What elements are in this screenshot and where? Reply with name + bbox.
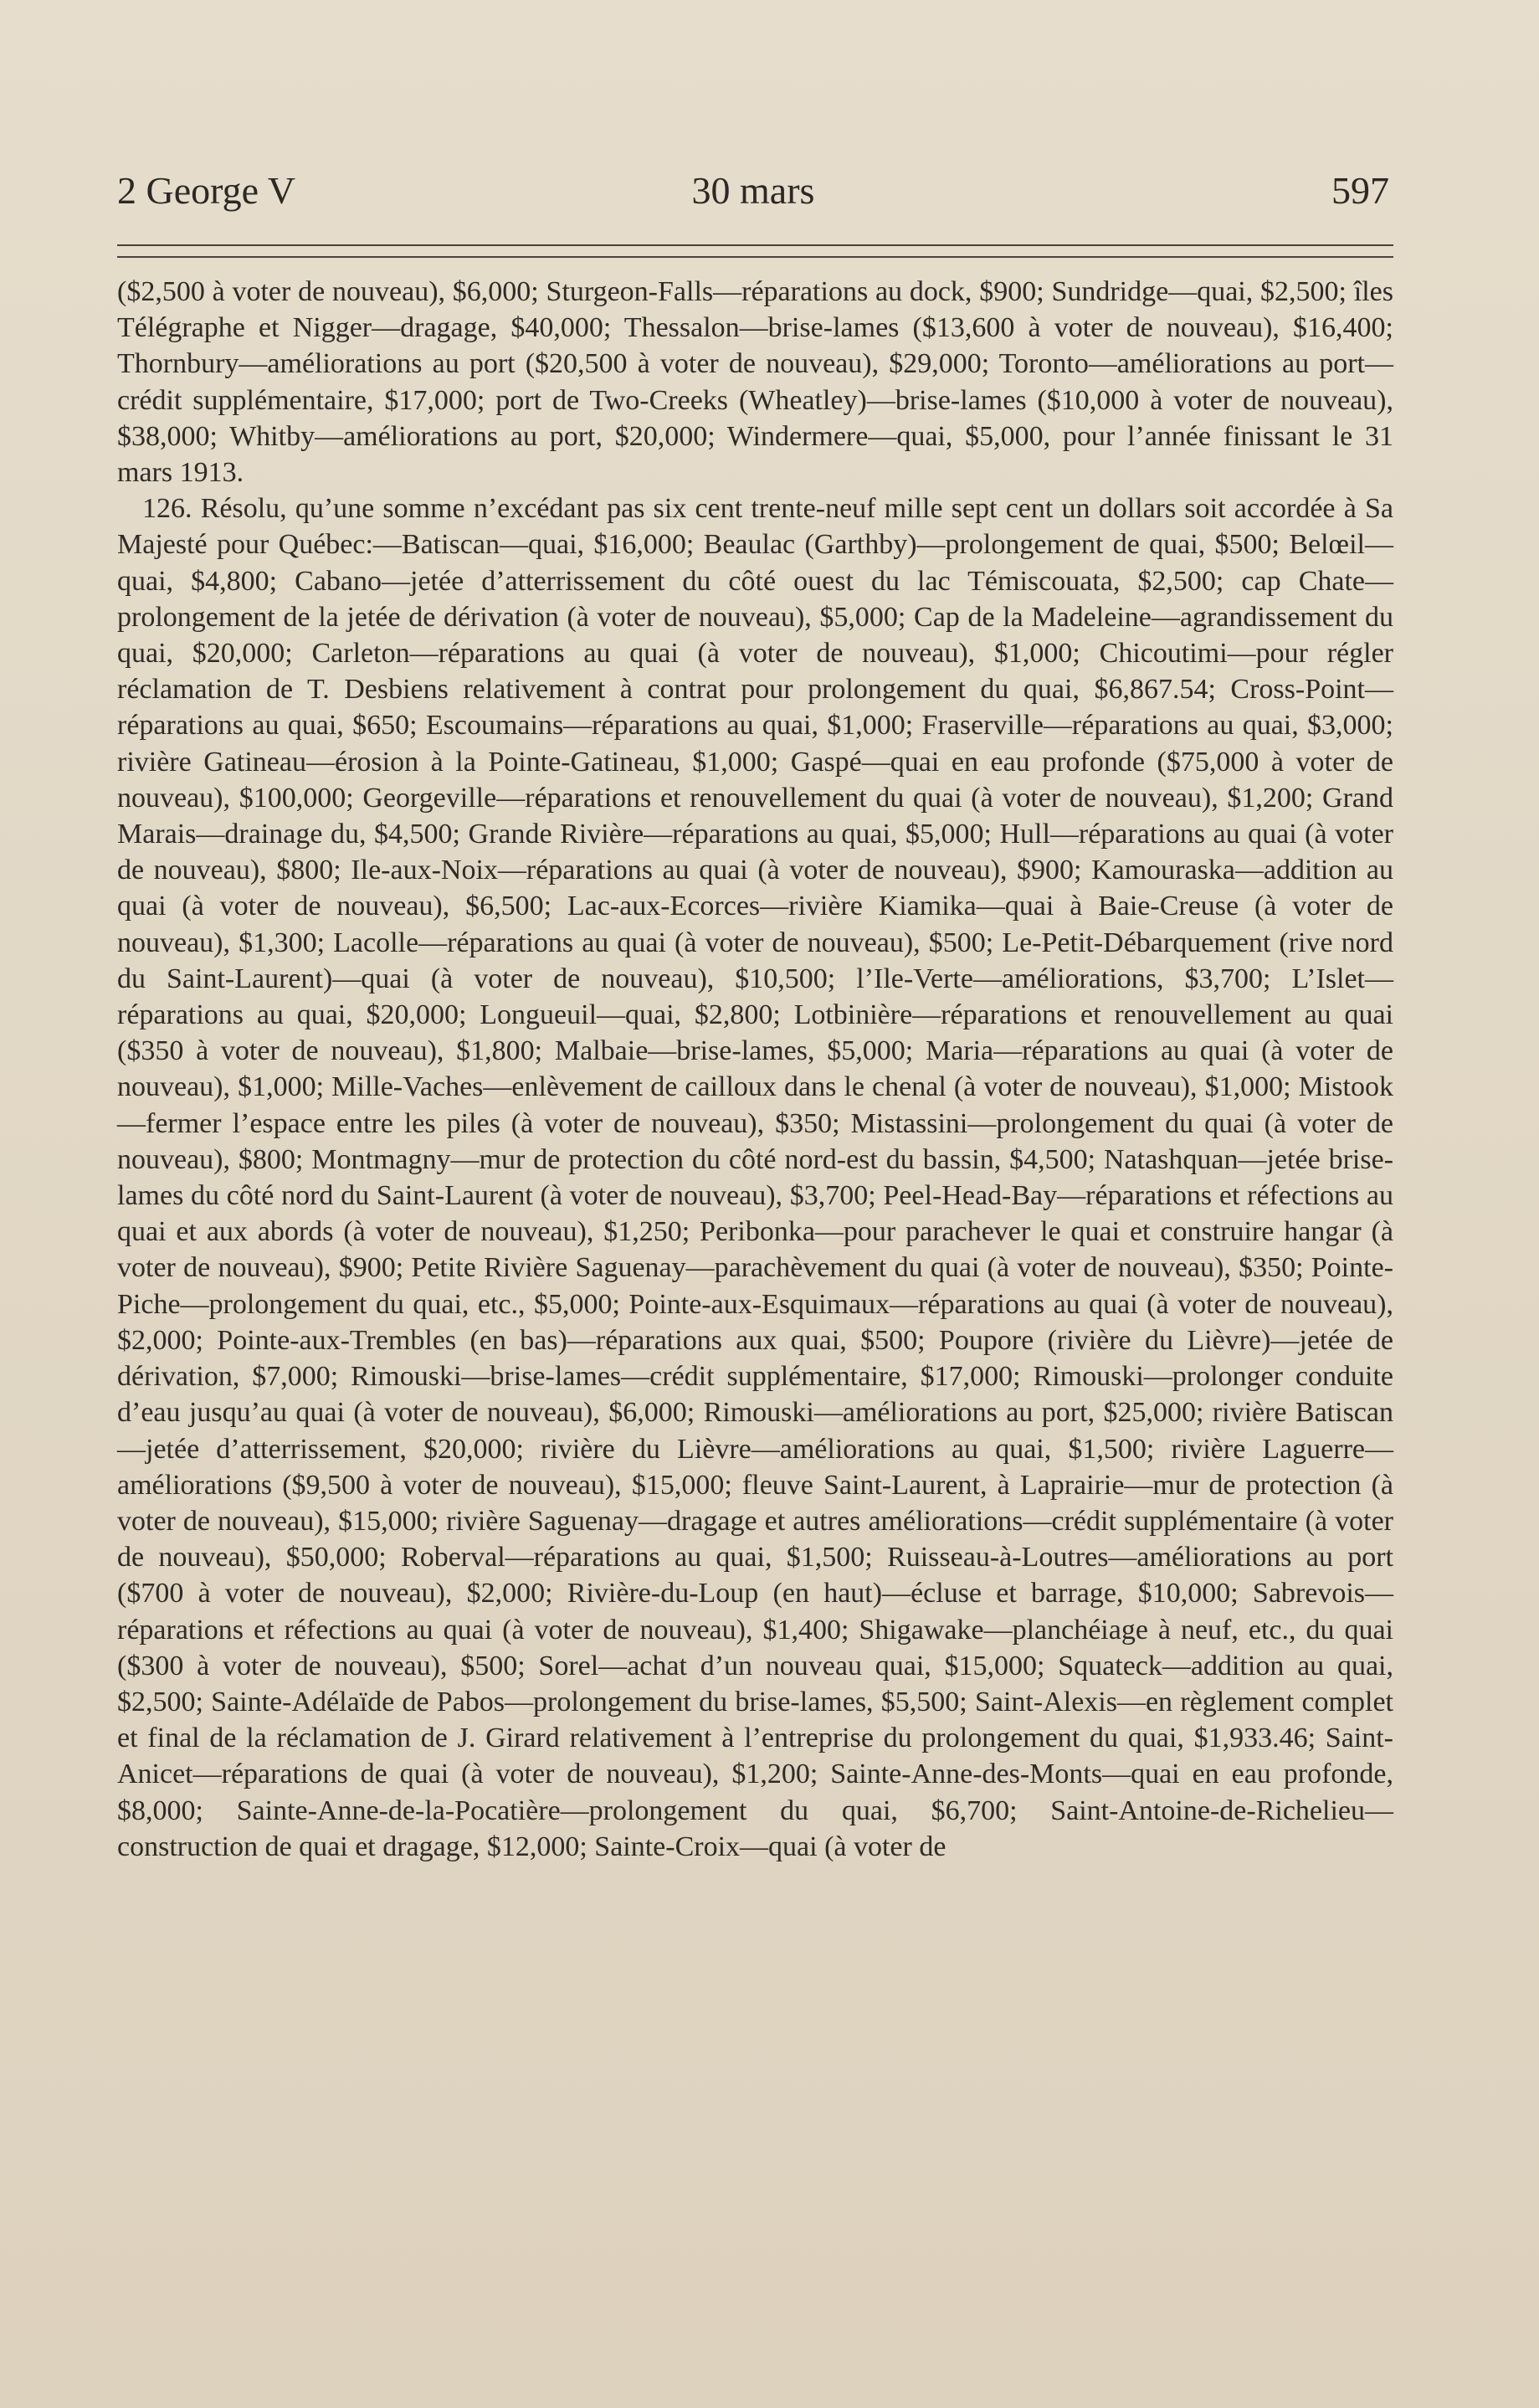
page-header	[117, 162, 1389, 220]
paragraph-resolution-126: 126. Résolu, qu’une somme n’excédant pas six cent trente-neuf mille sept cent un dollars soit accordée à Sa Majesté pour Québec:—Batiscan—quai, $16,000; Beaulac (Garthby)—prolongement de quai, $500; Belœil—quai, $4,800; Cabano—jetée d’atterrissement du côté ouest du lac Témiscouata, $2,500; cap Chate—prolongement de la jetée de dérivation (à voter de nouveau), $5,000; Cap de la Madeleine—agrandissement du quai, $20,000; Carleton—réparations au quai (à voter de nouveau), $1,000; Chicoutimi—pour régler réclamation de T. Desbiens relativement à contrat pour prolongement du quai, $6,867.54; Cross-Point—réparations au quai, $650; Escoumains—réparations au quai, $1,000; Fraserville—réparations au quai, $3,000; rivière Gatineau—érosion à la Pointe-Gatineau, $1,000; Gaspé—quai en eau profonde ($75,000 à voter de nouveau), $100,000; Georgeville—réparations et renouvellement du quai (à voter de nouveau), $1,200; Grand Marais—drainage du, $4,500; Grande Rivière—réparations au quai, $5,000; Hull—réparations au quai (à voter de nouveau), $800; Ile-aux-Noix—réparations au quai (à voter de nouveau), $900; Kamouraska—addition au quai (à voter de nouveau), $6,500; Lac-aux-Ecorces—rivière Kiamika—quai à Baie-Creuse (à voter de nouveau), $1,300; Lacolle—réparations au quai (à voter de nouveau), $500; Le-Petit-Débarquement (rive nord du Saint-Laurent)—quai (à voter de nouveau), $10,500; l’Ile-Verte—améliorations, $3,700; L’Islet—réparations au quai, $20,000; Longueuil—quai, $2,800; Lotbinière—réparations et renouvellement au quai ($350 à voter de nouveau), $1,800; Malbaie—brise-lames, $5,000; Maria—réparations au quai (à voter de nouveau), $1,000; Mille-Vaches—enlèvement de cailloux dans le chenal (à voter de nouveau), $1,000; Mistook—fermer l’espace entre les piles (à voter de nouveau), $350; Mistassini—prolongement du quai (à voter de nouveau), $800; Montmagny—mur de protection du côté nord-est du bassin, $4,500; Natashquan—jetée brise-lames du côté nord du Saint-Laurent (à voter de nouveau), $3,700; Peel-Head-Bay—réparations et réfections au quai et aux abords (à voter de nouveau), $1,250; Peribonka—pour parachever le quai et construire hangar (à voter de nouveau), $900; Petite Rivière Saguenay—parachèvement du quai (à voter de nouveau), $350; Pointe-Piche—prolongement du quai, etc., $5,000; Pointe-aux-Esquimaux—réparations au quai (à voter de nouveau), $2,000; Pointe-aux-Trembles (en bas)—réparations aux quai, $500; Poupore (rivière du Lièvre)—jetée de dérivation, $7,000; Rimouski—brise-lames—crédit supplémentaire, $17,000; Rimouski—prolonger conduite d’eau jusqu’au quai (à voter de nouveau), $6,000; Rimouski—améliorations au port, $25,000; rivière Batiscan—jetée d’atterrissement, $20,000; rivière du Lièvre—améliorations au quai, $1,500; rivière Laguerre—améliorations ($9,500 à voter de nouveau), $15,000; fleuve Saint-Laurent, à Laprairie—mur de protection (à voter de nouveau), $15,000; rivière Saguenay—dragage et autres améliorations—crédit supplémentaire (à voter de nouveau), $50,000; Roberval—réparations au quai, $1,500; Ruisseau-à-Loutres—améliorations au port ($700 à voter de nouveau), $2,000; Rivière-du-Loup (en haut)—écluse et barrage, $10,000; Sabrevois—réparations et réfections au quai (à voter de nouveau), $1,400; Shigawake—planchéiage à neuf, etc., du quai ($300 à voter de nouveau), $500; Sorel—achat d’un nouveau quai, $15,000; Squateck—addition au quai, $2,500; Sainte-Adélaïde de Pabos—prolongement du brise-lames, $5,500; Saint-Alexis—en règlement complet et final de la réclamation de J. Girard relativement à l’entreprise du prolongement du quai, $1,933.46; Saint-Anicet—réparations de quai (à voter de nouveau), $1,200; Sainte-Anne-des-Monts—quai en eau profonde, $8,000; Sainte-Anne-de-la-Pocatière—prolongement du quai, $6,700; Saint-Antoine-de-Richelieu—construction de quai et dragage, $12,000; Sainte-Croix—quai (à voter de	[117, 493, 1393, 1862]
paragraph-continuation: ($2,500 à voter de nouveau), $6,000; Sturgeon-Falls—réparations au dock, $900; Sundridge—quai, $2,500; îles Télégraphe et Nigger—dragage, $40,000; Thessalon—brise-lames ($13,600 à voter de nouveau), $16,400; Thornbury—améliorations au port ($20,500 à voter de nouveau), $29,000; Toronto—améliorations au port—crédit supplémentaire, $17,000; port de Two-Creeks (Wheatley)—brise-lames ($10,000 à voter de nouveau), $38,000; Whitby—améliorations au port, $20,000; Windermere—quai, $5,000, pour l’année finissant le 31 mars 1913.	[117, 276, 1393, 489]
body-text	[117, 274, 1393, 1865]
header-rule-bottom	[117, 256, 1393, 258]
running-head-regnal-year: 2 George V	[117, 169, 295, 212]
page-number: 597	[1331, 169, 1389, 212]
running-head-date: 30 mars	[691, 169, 815, 212]
header-rule-top	[117, 244, 1393, 246]
